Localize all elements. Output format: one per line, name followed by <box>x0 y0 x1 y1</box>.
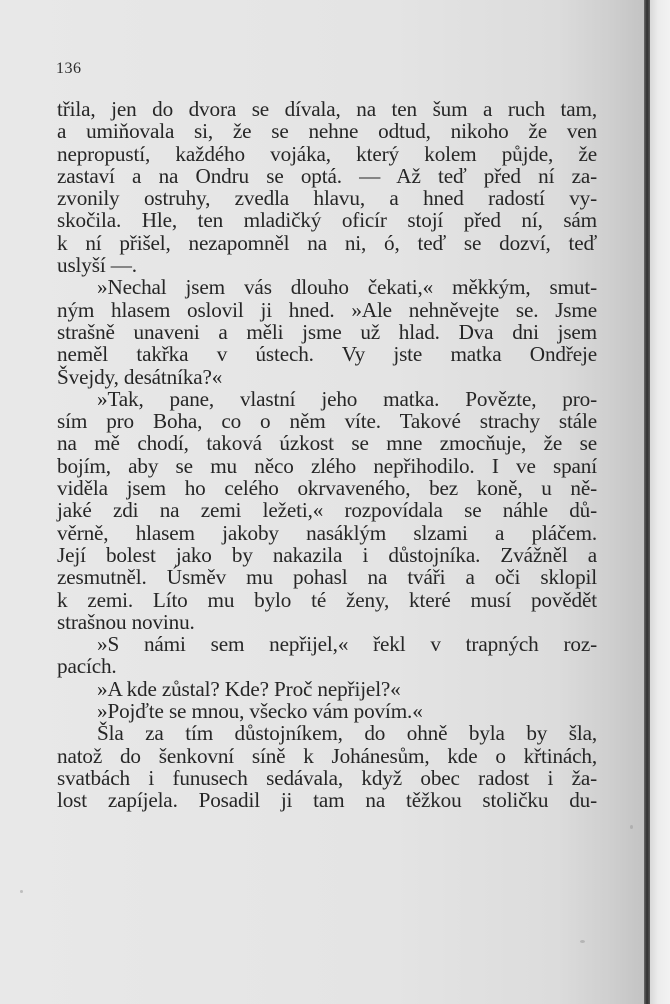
paper-speck <box>20 890 23 893</box>
text-line: Šla za tím důstojníkem, do ohně byla by šla, <box>97 721 597 746</box>
text-line: Švejdy, desátníka?« <box>57 364 223 389</box>
text-line: »A kde zůstal? Kde? Proč nepřijel?« <box>97 676 401 701</box>
text-line: skočila. Hle, ten mladičký oficír stojí před ní, sám <box>57 208 597 233</box>
text-line: »Nechal jsem vás dlouho čekati,« měkkým, smut- <box>97 275 597 300</box>
paper-speck <box>630 825 633 829</box>
text-line: viděla jsem ho celého okrvaveného, bez koně, u ně- <box>57 476 597 501</box>
page-number: 136 <box>56 60 82 77</box>
page-margin-strip <box>650 0 670 1004</box>
text-line: zastaví a na Ondru se optá. — Až teď před ní za- <box>57 163 597 188</box>
paper-speck <box>580 940 585 943</box>
text-line: třila, jen do dvora se dívala, na ten šum a ruch tam, <box>57 97 597 121</box>
text-line: bojím, aby se mu něco zlého nepřihodilo. I ve spaní <box>57 453 597 478</box>
text-line: zvonily ostruhy, zvedla hlavu, a hned radostí vy- <box>57 186 597 211</box>
text-line: sím pro Boha, co o něm víte. Takové strachy stále <box>57 409 597 434</box>
text-line: »Tak, pane, vlastní jeho matka. Povězte, pro- <box>97 386 597 411</box>
text-line: zesmutněl. Úsměv mu pohasl na tváři a oči sklopil <box>57 565 597 590</box>
text-line: uslyší —. <box>57 253 137 278</box>
text-line: natož do šenkovní síně k Johánesům, kde o křtinách, <box>57 743 597 768</box>
text-line: strašně unaveni a měli jsme už hlad. Dva dni jsem <box>57 319 597 344</box>
text-line: k ní přišel, nezapomněl na ni, ó, teď se dozví, teď <box>57 230 597 255</box>
text-line: »S námi sem nepřijel,« řekl v trapných roz- <box>97 632 597 657</box>
text-line: Její bolest jako by nakazila i důstojníka. Zvážněl a <box>57 542 597 567</box>
text-line: k zemi. Líto mu bylo té ženy, které musí povědět <box>57 587 597 612</box>
body-text <box>57 98 597 812</box>
text-line: svatbách i funusech sedávala, když obec radost i ža- <box>57 765 597 790</box>
text-line: a umiňovala si, že se nehne odtud, nikoho že ven <box>57 119 597 144</box>
text-line: na mě chodí, taková úzkost se mne zmocňuje, že se <box>57 431 597 456</box>
text-line: strašnou novinu. <box>57 609 195 634</box>
text-line: pacích. <box>57 654 117 679</box>
text-line: lost zapíjela. Posadil ji tam na těžkou stoličku du- <box>57 788 597 813</box>
text-line: ným hlasem oslovil ji hned. »Ale nehněvejte se. Jsme <box>57 297 597 322</box>
text-line: »Pojďte se mnou, všecko vám povím.« <box>97 699 423 724</box>
text-line: jaké zdi na zemi ležeti,« rozpovídala se náhle dů- <box>57 498 597 523</box>
text-line: nepropustí, každého vojáka, který kolem půjde, že <box>57 141 597 166</box>
text-line: věrně, hlasem jakoby nasáklým slzami a pláčem. <box>57 520 597 545</box>
text-line: neměl takřka v ústech. Vy jste matka Ondřeje <box>57 342 597 367</box>
